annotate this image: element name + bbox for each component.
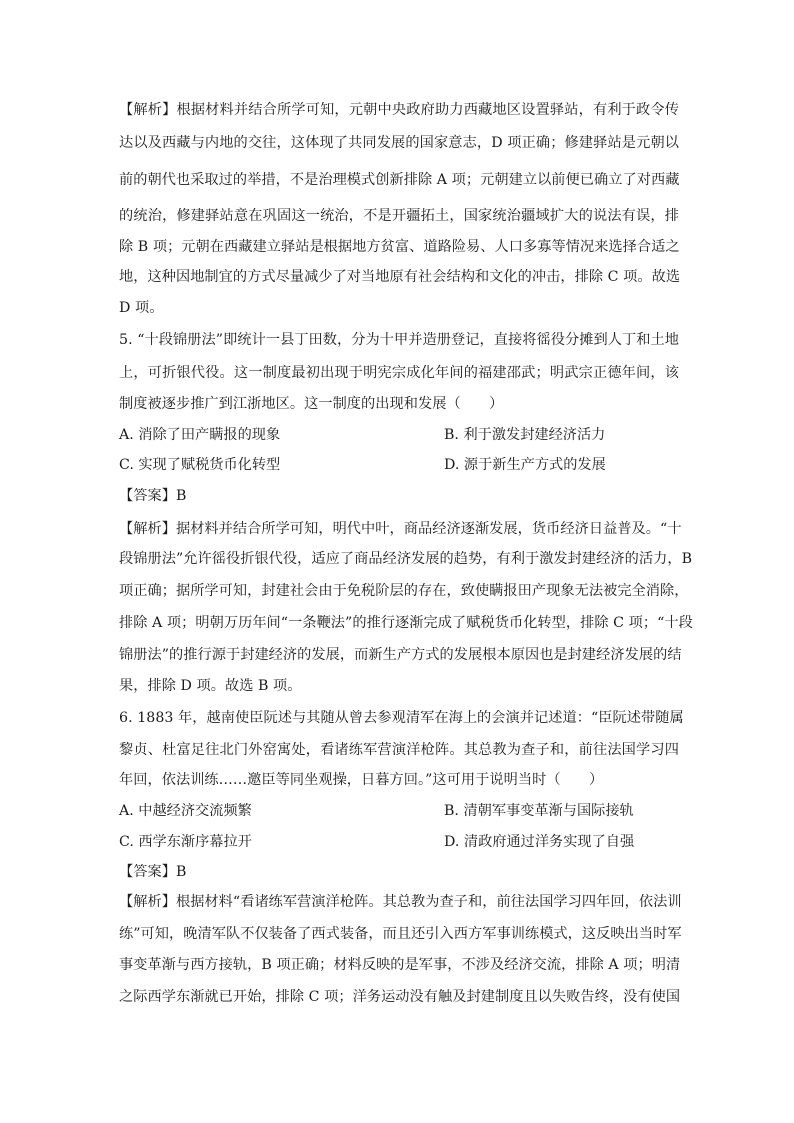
q6-analysis-line-4: 之际西学东渐就已开始，排除 C 项；洋务运动没有触及封建制度且以失败告终，没有使国 <box>119 989 681 1005</box>
q5-option-b: B. 利于激发封建经济活力 <box>444 427 606 443</box>
q4-analysis-line-4: 的统治，修建驿站意在巩固这一统治，不是开疆拓土，国家统治疆域扩大的说法有误，排 <box>119 208 679 224</box>
q6-stem-line-2: 黎贞、杜富足往北门外窑寓处，看诸练军营演洋枪阵。其总教为查子和，前往法国学习四 <box>119 742 679 758</box>
q4-analysis-line-5: 除 B 项；元朝在西藏建立驿站是根据地方贫富、道路险易、人口多寡等情况来选择合适之 <box>119 239 680 255</box>
q5-analysis-line-4: 排除 A 项；明朝万历年间“一条鞭法”的推行逐渐完成了赋税货币化转型，排除 C 项；“十段 <box>119 615 693 631</box>
q6-stem-line-3: 年回，依法训练……邀臣等同坐观操，日暮方回。”这可用于说明当时（ ） <box>119 772 604 788</box>
q5-stem-line-2: 上，可折银代役。这一制度最初出现于明宪宗成化年间的福建邵武；明武宗正德年间，该 <box>119 365 679 381</box>
q6-option-c: C. 西学东渐序幕拉开 <box>119 834 252 850</box>
q4-analysis-line-6: 地，这种因地制宜的方式尽量减少了对当地原有社会结构和文化的冲击，排除 C 项。故选 <box>119 269 681 285</box>
q6-option-a: A. 中越经济交流频繁 <box>119 803 252 819</box>
q5-analysis-line-6: 果，排除 D 项。故选 B 项。 <box>119 678 302 694</box>
q5-analysis-line-5: 锦册法”的推行源于封建经济的发展，而新生产方式的发展根本原因也是封建经济发展的结 <box>119 647 682 663</box>
q5-analysis-line-2: 段锦册法”允许徭役折银代役，适应了商品经济发展的趋势，有利于激发封建经济的活力，B <box>119 551 693 567</box>
q4-analysis-line-2: 达以及西藏与内地的交往，这体现了共同发展的国家意志，D 项正确；修建驿站是元朝以 <box>119 135 679 151</box>
q4-analysis-line-3: 前的朝代也采取过的举措，不是治理模式创新排除 A 项；元朝建立以前便已确立了对西藏 <box>119 172 680 188</box>
q5-analysis-line-1: 【解析】据材料并结合所学可知，明代中叶，商品经济逐渐发展，货币经济日益普及。“十 <box>119 521 682 537</box>
q5-option-a: A. 消除了田产瞒报的现象 <box>119 427 281 443</box>
q4-analysis-line-1: 【解析】根据材料并结合所学可知，元朝中央政府助力西藏地区设置驿站，有利于政令传 <box>119 102 679 118</box>
q4-analysis-line-7: D 项。 <box>119 300 164 316</box>
q6-analysis-line-1: 【解析】根据材料“看诸练军营演洋枪阵。其总教为查子和，前往法国学习四年回，依法训 <box>119 894 682 910</box>
q6-stem-line-1: 6. 1883 年，越南使臣阮述与其随从曾去参观清军在海上的会演并记述道：“臣阮述带随属 <box>119 710 684 726</box>
q5-option-d: D. 源于新生产方式的发展 <box>444 457 606 473</box>
q6-option-b: B. 清朝军事变革渐与国际接轨 <box>444 803 634 819</box>
q5-stem-line-1: 5. “十段锦册法”即统计一县丁田数，分为十甲并造册登记，直接将徭役分摊到人丁和土地 <box>119 332 679 348</box>
q6-analysis-line-2: 练”可知，晚清军队不仅装备了西式装备，而且还引入西方军事训练模式，这反映出当时军 <box>119 926 682 942</box>
q5-analysis-line-3: 项正确；据所学可知，封建社会由于免税阶层的存在，致使瞒报田产现象无法被完全消除， <box>119 583 689 599</box>
q6-analysis-line-3: 事变革渐与西方接轨，B 项正确；材料反映的是军事，不涉及经济交流，排除 A 项；明清 <box>119 957 681 973</box>
q5-answer: 【答案】B <box>119 488 187 504</box>
q6-answer: 【答案】B <box>119 864 187 880</box>
q6-option-d: D. 清政府通过洋务实现了自强 <box>444 834 635 850</box>
q5-option-c: C. 实现了赋税货币化转型 <box>119 457 281 473</box>
q5-stem-line-3: 制度被逐步推广到江浙地区。这一制度的出现和发展（ ） <box>119 396 504 412</box>
